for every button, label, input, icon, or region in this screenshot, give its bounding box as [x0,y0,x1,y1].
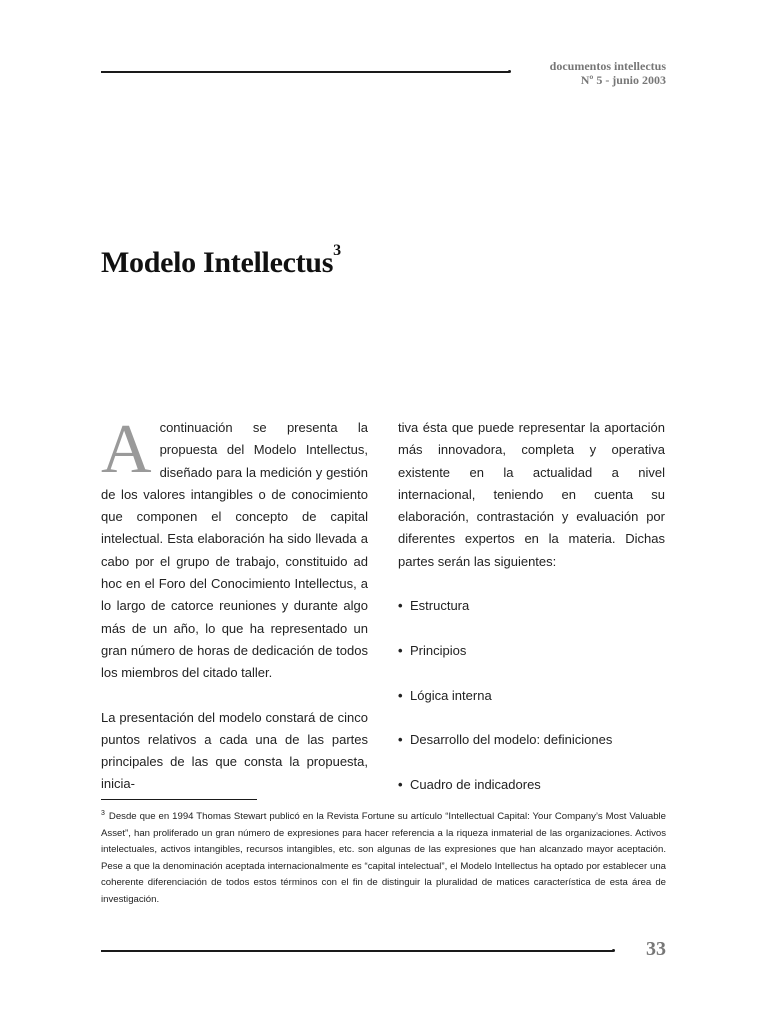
bullet-icon: • [398,776,403,792]
list-item-label: Principios [410,642,467,658]
bullet-icon: • [398,732,403,748]
title-text: Modelo Intellectus [101,246,334,279]
publication-issue: Nº 5 - junio 2003 [580,73,666,87]
bullet-icon: • [398,642,403,658]
publication-name: documentos intellectus [549,59,666,73]
paragraph-gap [101,685,368,707]
model-parts-list [398,595,665,796]
list-item [398,774,665,796]
paragraph-2-end: tiva ésta que puede representar la aportación más innovadora, completa y operativa existente en la actualidad a nivel internacional, teniendo en cuenta su elaboración, contrastación y evaluación por diferentes expertos en la materia. Dichas partes serán las siguientes: [398,420,665,569]
paragraph-2-start: La presentación del modelo constará de cinco puntos relativos a cada una de las partes principales de las que consta la propuesta, inicia- [101,709,368,792]
footnote-text: Desde que en 1994 Thomas Stewart publicó en la Revista Fortune su artículo “Intellectual Capital: Your Company’s Most Valuable Asset”, han proliferado un gran número de expresiones para hacer referencia a la riqueza inmaterial de las organizaciones. Activos intelectuales, activos intangibles, recursos intangibles, etc. son algunas de las expresiones que han alcanzado mayor aceptación. Pese a que la denominación aceptada internacionalmente es “capital intelectual”, el Modelo Intellectus ha optado por establecer una coherente diferenciación de todos estos términos con el fin de distinguir la pluralidad de matices característica de esta área de investigación. [101,811,666,905]
list-item-label: Lógica interna [410,687,492,703]
publication-header [446,59,666,87]
footnote-rule [101,799,257,800]
body-column-left [101,411,368,796]
list-item-label: Cuadro de indicadores [410,776,541,792]
bullet-icon: • [398,598,403,614]
list-item-label: Estructura [410,598,470,614]
list-item [398,729,665,751]
list-item [398,685,665,707]
title-footnote-ref: 3 [333,242,341,259]
bullet-icon: • [398,687,403,703]
page-number: 33 [646,938,666,960]
list-item [398,595,665,617]
footer-rule-dot [612,949,615,952]
footnote-mark: 3 [101,810,105,817]
drop-cap: A [101,411,152,488]
list-item [398,640,665,662]
intro-paragraph [101,411,368,685]
footnote [101,806,666,908]
footer-rule [101,950,613,952]
intro-text: continuación se presenta la propuesta del Modelo Intellectus, diseñado para la medición y gestión de los valores intangibles o de conocimiento que componen el concepto de capital intelectual. Esta elaboración ha sido llevada a cabo por el grupo de trabajo, constituido ad hoc en el Foro del Conocimiento Intellectus, a lo largo de catorce reuniones y durante algo más de un año, lo que ha representado un gran número de horas de dedicación de todos los miembros del citado taller. [101,420,368,681]
list-item-label: Desarrollo del modelo: definiciones [410,732,613,748]
page-title [101,242,341,280]
body-column-right [398,417,665,796]
